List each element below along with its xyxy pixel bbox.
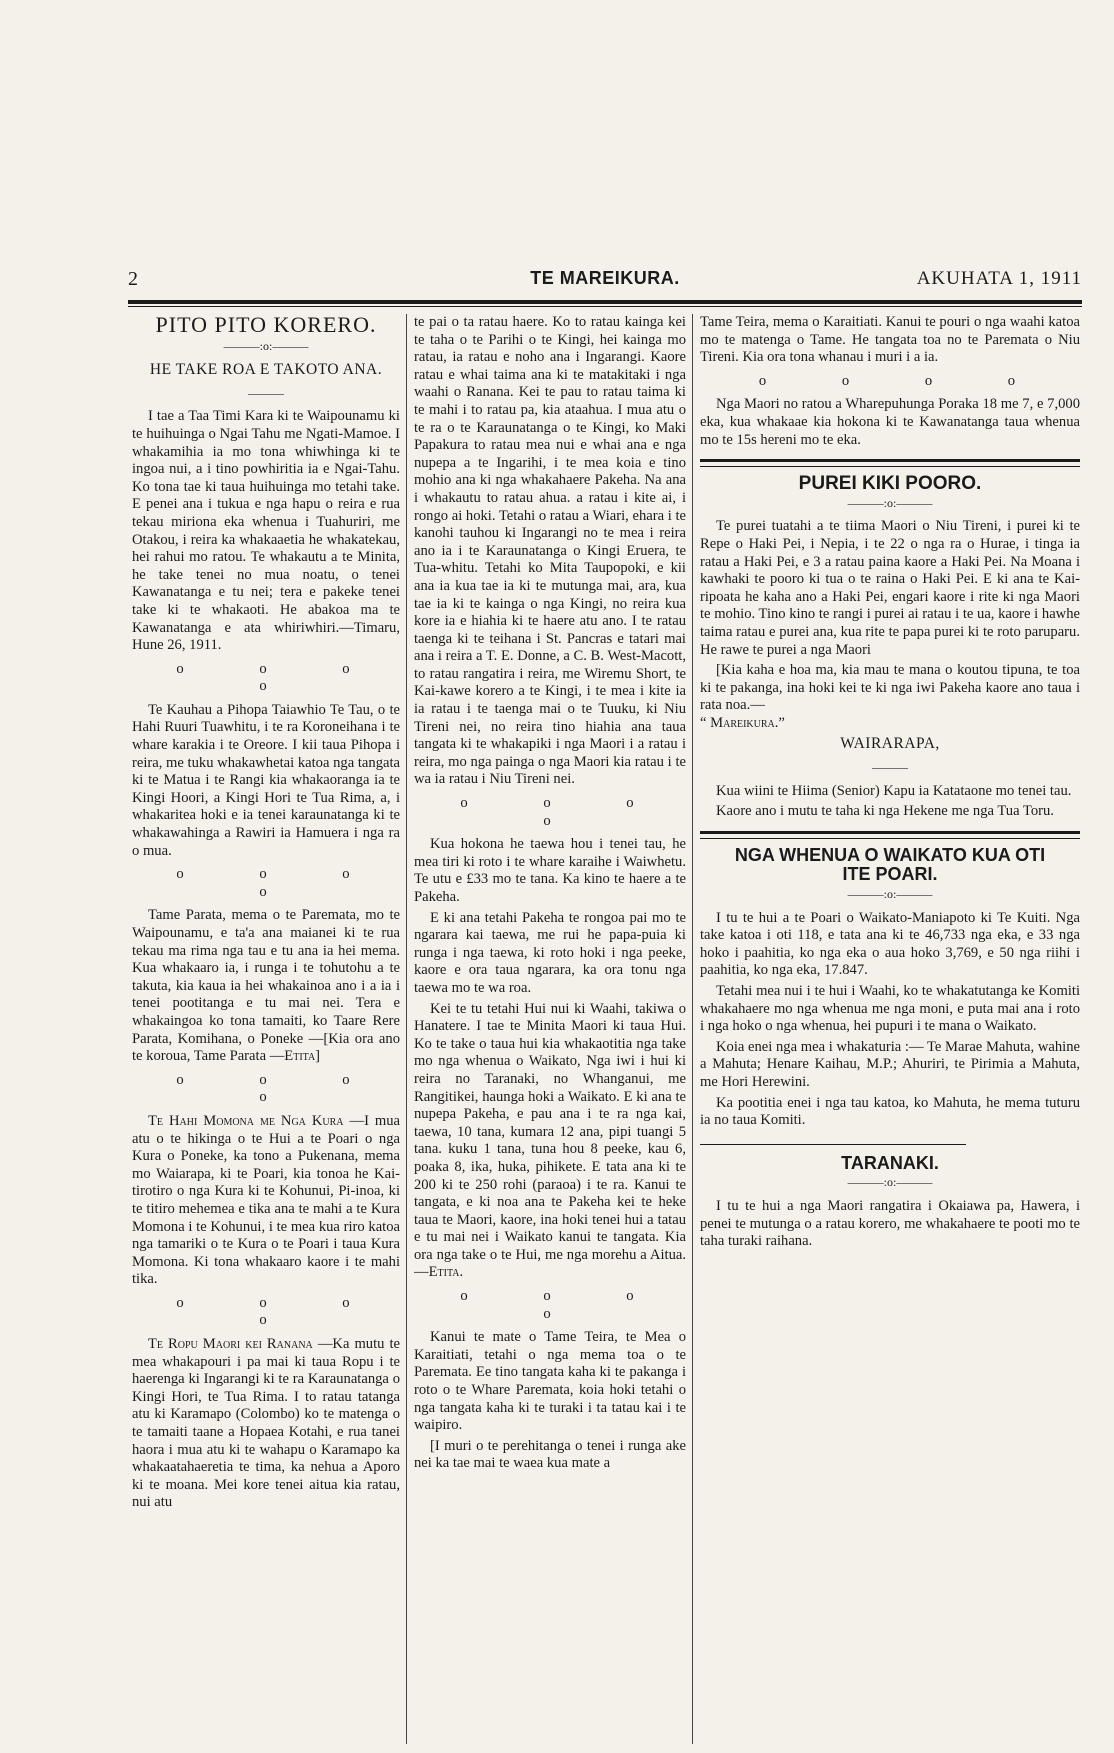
column-3 [700, 314, 1080, 1744]
separator: ———:o:——— [847, 887, 933, 902]
section-title: NGA WHENUA O WAIKATO KUA OTI [734, 844, 1046, 865]
article-paragraph: Tetahi mea nui i te hui i Waahi, ko te whakatutanga ke Komiti whakahaere mo nga whenua me nga moni, e puta mai ana i roto i nga hoko o nga whenua, hei pupuri i te mana o Waikato. [700, 983, 1080, 1035]
article-paragraph: Ka pootitia enei i nga tau katoa, ko Mahuta, he mema tuturu ia no taua Komiti. [700, 1094, 1080, 1129]
separator: ——— [248, 385, 284, 400]
section-title: TARANAKI. [841, 1152, 939, 1173]
header-rule [128, 300, 1082, 304]
article-paragraph: E ki ana tetahi Pakeha te rongoa pai mo te ngarara kai taewa, me rui he papa-puia ki runga i nga taewa, ki roto hoki i nga peeke, kaore e ora taua ngarara, ka ora tonu nga taewa mo te wa roa. [414, 909, 686, 996]
article-paragraph [132, 907, 400, 1065]
ornament-divider: o o o o [758, 372, 1052, 389]
column-divider [692, 314, 693, 1744]
section-rule [700, 459, 1080, 462]
ornament-divider: o o o o [460, 795, 670, 829]
article-paragraph: Te Kauhau a Pihopa Taiawhio Te Tau, o te Hahi Ruuri Tuawhitu, i te ra Koroneihana i te whare karakia i te Oreore. I kii taua Pihopa i reira, me tuku whakawhetai katoa nga tangata ki te Matua i te Rangi kia whakaoranga ia te Kingi Hoori, a Kingi Hori te Tua Rima, a, i whakaritea hoki e ia tenei karaunatanga ki te whakawahinga a Rawiri ia Hamuera i nga ra o mua. [132, 701, 400, 859]
page-number: 2 [128, 268, 138, 290]
article-paragraph: Nga Maori no ratou a Wharepuhunga Poraka 18 me 7, e 7,000 eka, kua whakaae kia hokona ki te Kawanatanga taua whenua mo te 15s hereni mo te eka. [700, 396, 1080, 448]
article-paragraph: I tu te hui a te Poari o Waikato-Maniapoto ki Te Kuiti. Nga take katoa i oti 118, e tata ana ki te 46,733 nga eka, e 33 nga hoko i paahitia, ko nga eka o aua hoko 3,769, e 50 nga riihi i paahitia, ko nga eka, 17.847. [700, 909, 1080, 979]
signature: Etita] [284, 1048, 321, 1065]
underline-rule [700, 1134, 966, 1145]
article-paragraph: I tae a Taa Timi Kara ki te Waipounamu ki te huihuinga o Ngai Tahu me Ngati-Mamoe. I whakamihia ia mo tona whiwhinga ki te ingoa nui, a i tino powhiritia ia e Ngai-Tahu. Ko tona tae ki taua huihuinga mo tetahi take. E penei ana i tukua e nga hapu o reira e rua tekau miriona eka whenua i Tuahuriri, me Otakou, i reira ka whakaaetia he whakatekau, hei rahui mo ratou. Te whakautu a te Minita, he take tenei no mua noatu, o tenei Kawanatanga e tu nei; tera e pakeke tenei take ki te whakaoti. He abakoa ma te Kawanatanga e ata whiriwhiri.—Timaru, Hune 26, 1911. [132, 408, 400, 654]
section-title: PUREI KIKI POORO. [798, 473, 982, 495]
section-title: PITO PITO KORERO. [155, 314, 377, 337]
article-paragraph [414, 1001, 686, 1283]
signature: Etita. [428, 1264, 464, 1281]
section-title-line-2: ITE POARI. [842, 864, 938, 885]
article-paragraph: I tu te hui a nga Maori rangatira i Okaiawa pa, Hawera, i penei te mutunga o a ratau korero, me whakahaere te pooti mo te taha turaki raihana. [700, 1197, 1080, 1250]
paragraph-text: —I mua atu o te hikinga o te Hui a te Poari o nga Kura o Poneke, ka tono a Pukenana, mema mo Waiarapa, ki te Poari, kia tonoa he Kai-tirotiro o nga Kura ki te Kohunui, Pi-inoa, ki te titiro mehemea e tika ana te mahi a te Kura Momona i te Kohunui, i te mea kua riro katoa nga tamariki o te Kura o te Poari i taua Kura Momona. Ki tona whakaaro kaore i te mahi tika. [132, 1112, 400, 1288]
masthead: TE MAREIKURA. [530, 268, 680, 288]
article-paragraph [132, 1113, 400, 1289]
column-1 [132, 314, 400, 1744]
separator: ———:o:——— [847, 495, 933, 510]
column-divider [406, 314, 407, 1744]
page-header [128, 268, 1082, 294]
column-2 [414, 314, 686, 1744]
paragraph-text: [Kia kaha e hoa ma, kia mau te mana o koutou tipuna, te toa ki te pakanga, ina hoki kei te ki nga iwi Pakeha kaore ano taua i rata noa.— [700, 662, 1080, 714]
section-rule-thin [700, 838, 1080, 839]
signature: “ Mareikura.” [700, 714, 785, 731]
article-paragraph: Koia enei nga mea i whakaturia :— Te Marae Mahuta, wahine a Mahuta; Henare Kaihau, M.P.; Ahuriri, te Pirimia a Mahuta, me Hori Herewini. [700, 1038, 1080, 1090]
header-rule-thin [128, 306, 1082, 307]
ornament-divider: o o o o [176, 660, 386, 695]
ornament-divider: o o o o [176, 1294, 386, 1329]
paragraph-text: Tame Parata, mema o te Paremata, mo te Waipounamu, e ta'a ana maianei ki te rua tekau ma rima nga tau e tu ana ia hei mema. Kua whakaaro ia, i runga i te tohutohu a te takuta, kia kaua ia hei whakainoa ano i a ia i tenei pootitanga e tu mai nei. Tera e whakaingoa ko tona tamaiti, ko Taare Rere Parata, Komihana, o Poneke —[Kia ora ano te koroua, Tame Parata — [132, 907, 400, 1065]
article-paragraph: te pai o ta ratau haere. Ko to ratau kainga kei te taha o te Parihi o te Kingi, hei kainga mo ratau, ia ratau e noho ana i Ingarangi. Kaore ratau e whai taima ana ki te matakitaki i nga waahi o Ranana. Kei te pau to ratau taima ki te mahi i to ratau pa, kia ataahua. I mua atu o te ra o te Karaunatanga o te Kingi, ko Maki Papakura to ratau mea nui e whai ana e nga nupepa a te Ingarihi, i te mea koia e tino mohio ana ki nga whakahaere Pakeha. Na ana i whakautu to ratau ahua. a ratau i kite ai, i rongo ai hoki. Tetahi o ratau a Wiari, ehara i te kanohi tauhou ki Ingarangi no te mea i reira ano ia i te Karaunatanga o Kingi Eruera, te Tua-whitu. Tetahi ko Mita Taupopoki, e kii ana ia kua tae ia ki te mutunga mai, ara, kua tae ia ki te kainga o nga Kingi, no reira kua kore ia e hiahia ki te haere atu ano. I te ratau taenga ki te teihana i St. Pancras e tatari mai ana i reira a T. E. Donne, a C. B. West-Macott, to ratau rangatira i reira, me Wiremu Short, te Kai-kawe korero a te Kingi, i te mea i kite ia ia ratau i te taenga mai o te Tuuku, ki Niu Tireni nei, no reira tino hiahia ana taua tangata ki te whakapiki i nga Maori i a ratau i reira, mo nga painga o nga Maori kia ratau i te wa ia ratau i Niu Tireni nei. [414, 314, 686, 788]
article-paragraph: Tame Teira, mema o Karaitiati. Kanui te pouri o nga waahi katoa mo te matenga o Tame. He tangata toa no te Paremata o Niu Tireni. Kia ora tona whanau i muri i a ia. [700, 314, 1080, 366]
article-paragraph: Kua hokona he taewa hou i tenei tau, he mea tiri ki roto i te whare karaihe i Waiwhetu. Te utu e £33 mo te tana. Ka kino te haere a te Pakeha. [414, 836, 686, 905]
issue-date: AKUHATA 1, 1911 [916, 268, 1082, 289]
lead-in: Te Hahi Momona me Nga Kura [148, 1112, 344, 1129]
section-subtitle: HE TAKE ROA E TAKOTO ANA. [149, 361, 383, 379]
article-paragraph: Kua wiini te Hiima (Senior) Kapu ia Katataone mo tenei tau. [716, 782, 1072, 799]
separator: ———:o:——— [847, 1175, 933, 1190]
article-paragraph [700, 662, 1080, 732]
separator: ———:o:——— [223, 338, 309, 353]
section-rule [700, 831, 1080, 834]
separator: ——— [872, 760, 908, 775]
paragraph-text: —Ka mutu te mea whakapouri i pa mai ki taua Ropu i te haerenga ki Ingarangi ki te ra Karaunatanga o Kingi Hori, te Tua Rima. I to ratau tatanga atu ki Karamapo (Colombo) ko te matenga o te tamaiti taane a Hopaea Kotahi, e rua tanei haora i mua atu ki te wahapu o Karamapo ka whakaatahaeretia te tima, ka nehua a Aporo ki te moana. Mei kore tenei aitua kia ratau, nui atu [132, 1336, 400, 1511]
ornament-divider: o o o o [460, 1288, 670, 1322]
ornament-divider: o o o o [176, 866, 386, 900]
article-paragraph: Te purei tuatahi a te tiima Maori o Niu Tireni, i purei ki te Repe o Haki Pei, i Nepia, i te 22 o nga ra o Hurae, i tinga ia ratau a Haki Pei, e 3 a ratau paina kaore a Haki Pei. Na Moana i kawhaki te pooro ki tua o te raina o Haki Pei. E ki ana te Kai-ripoata he kaha ano a Haki Pei, engari kaore i rite ki nga Maori te mohio. Tino kino te rangi i purei ai ratau i te ua, kaore i hawhe taima ratau e purei ana, kua rite te papa purei ki te roto paruparu. He rawe te purei a nga Maori [700, 518, 1080, 658]
article-paragraph [132, 1336, 400, 1512]
section-rule-thin [700, 466, 1080, 467]
article-paragraph: [I muri o te perehitanga o tenei i runga ake nei ka tae mai te waea kua mate a [414, 1437, 686, 1472]
paragraph-text: Kei te tu tetahi Hui nui ki Waahi, takiwa o Hanatere. I tae te Minita Maori ki taua Hui. Ko te take o taua hui kia whakaotitia nga take mo nga whenua o Waikato, Nga iwi i hui ki reira no Taranaki, no Whanganui, me Rangitikei, haunga hoki a Waikato. E ki ana te nupepa Pakeha, e pau ana i te ra nga kai, taewa, 10 tana, kumara 12 ana, pipi tuangi 5 tana. kuku 1 tana, tuna hou 8 peeke, kau 6, poaka 8, ika, huka, pihikete. E tata ana ki te 200 ki te 250 rohi (paraoa) i te ra. Kanui te tangata, e ki noa ana te Pakeha kei te heke taua te Maori, kaore, ina hoki tenei hui a tatau e tu mai nei i Waikato kanui te tangata. Kia ora nga take o te Hui, me nga morehu a Aitua.— [414, 1000, 686, 1281]
section-title: WAIRARAPA, [840, 735, 940, 753]
article-paragraph: Kaore ano i mutu te taha ki nga Hekene me nga Tua Toru. [716, 803, 1054, 820]
lead-in: Te Ropu Maori kei Ranana [148, 1336, 313, 1353]
ornament-divider: o o o o [176, 1071, 386, 1106]
article-paragraph: Kanui te mate o Tame Teira, te Mea o Karaitiati, tetahi o nga mema toa o te Paremata. Ee tino tangata kaha ki te pakanga i roto o te Whare Paremata, koia hoki tetahi o nga tangata kaha ki te turaki i ta tatau kai i te waipiro. [414, 1329, 686, 1434]
